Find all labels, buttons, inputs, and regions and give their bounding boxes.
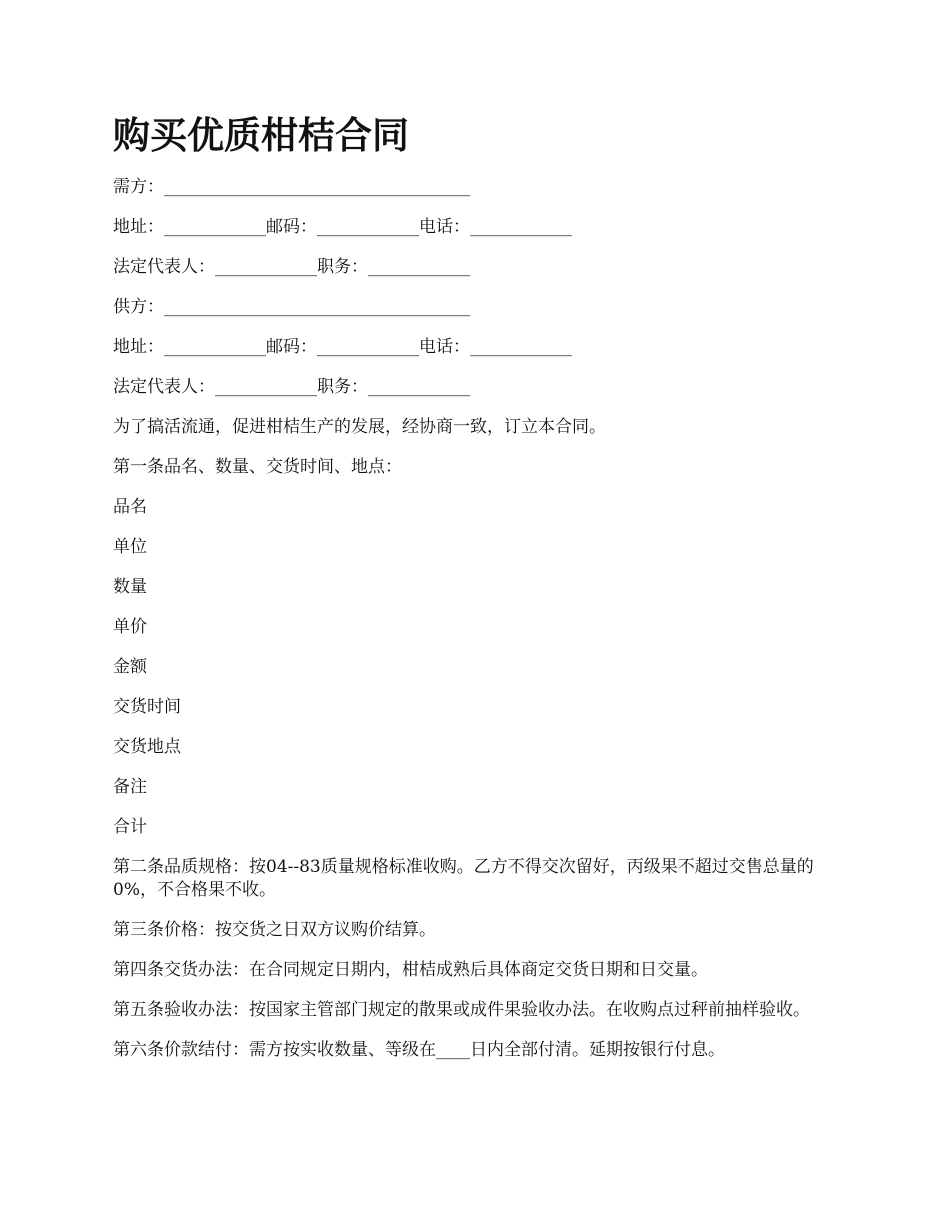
article-2-paragraph: 第二条品质规格：按04--83质量规格标准收购。乙方不得交次留好，丙级果不超过交售总量的0%，不合格果不收。 xyxy=(113,857,814,900)
supplier-line: 供方：____________________________________ xyxy=(113,297,470,317)
document-title: 购买优质柑桔合同 xyxy=(113,114,409,157)
supplier-representative-line: 法定代表人：____________职务：____________ xyxy=(113,377,470,397)
buyer-address-line: 地址：____________邮码：____________电话：____________ xyxy=(113,217,572,237)
field-delivery-time: 交货时间 xyxy=(113,697,181,717)
field-product-name: 品名 xyxy=(113,497,147,517)
buyer-line: 需方：____________________________________ xyxy=(113,177,470,197)
field-total: 合计 xyxy=(113,817,147,837)
field-unit: 单位 xyxy=(113,537,147,557)
supplier-address-line: 地址：____________邮码：____________电话：____________ xyxy=(113,337,572,357)
article-4-paragraph: 第四条交货办法：在合同规定日期内，柑桔成熟后具体商定交货日期和日交量。 xyxy=(113,960,708,980)
article-6-paragraph: 第六条价款结付：需方按实收数量、等级在____日内全部付清。延期按银行付息。 xyxy=(113,1040,725,1060)
preamble-paragraph: 为了搞活流通，促进柑桔生产的发展，经协商一致，订立本合同。 xyxy=(113,417,606,437)
article-1-heading: 第一条品名、数量、交货时间、地点： xyxy=(113,457,402,477)
buyer-representative-line: 法定代表人：____________职务：____________ xyxy=(113,257,470,277)
field-quantity: 数量 xyxy=(113,577,147,597)
field-amount: 金额 xyxy=(113,657,147,677)
field-unit-price: 单价 xyxy=(113,617,147,637)
document-body xyxy=(113,176,843,1079)
field-delivery-location: 交货地点 xyxy=(113,737,181,757)
field-remarks: 备注 xyxy=(113,777,147,797)
article-3-paragraph: 第三条价格：按交货之日双方议购价结算。 xyxy=(113,920,436,940)
article-5-paragraph: 第五条验收办法：按国家主管部门规定的散果或成件果验收办法。在收购点过秤前抽样验收。 xyxy=(113,1000,810,1020)
